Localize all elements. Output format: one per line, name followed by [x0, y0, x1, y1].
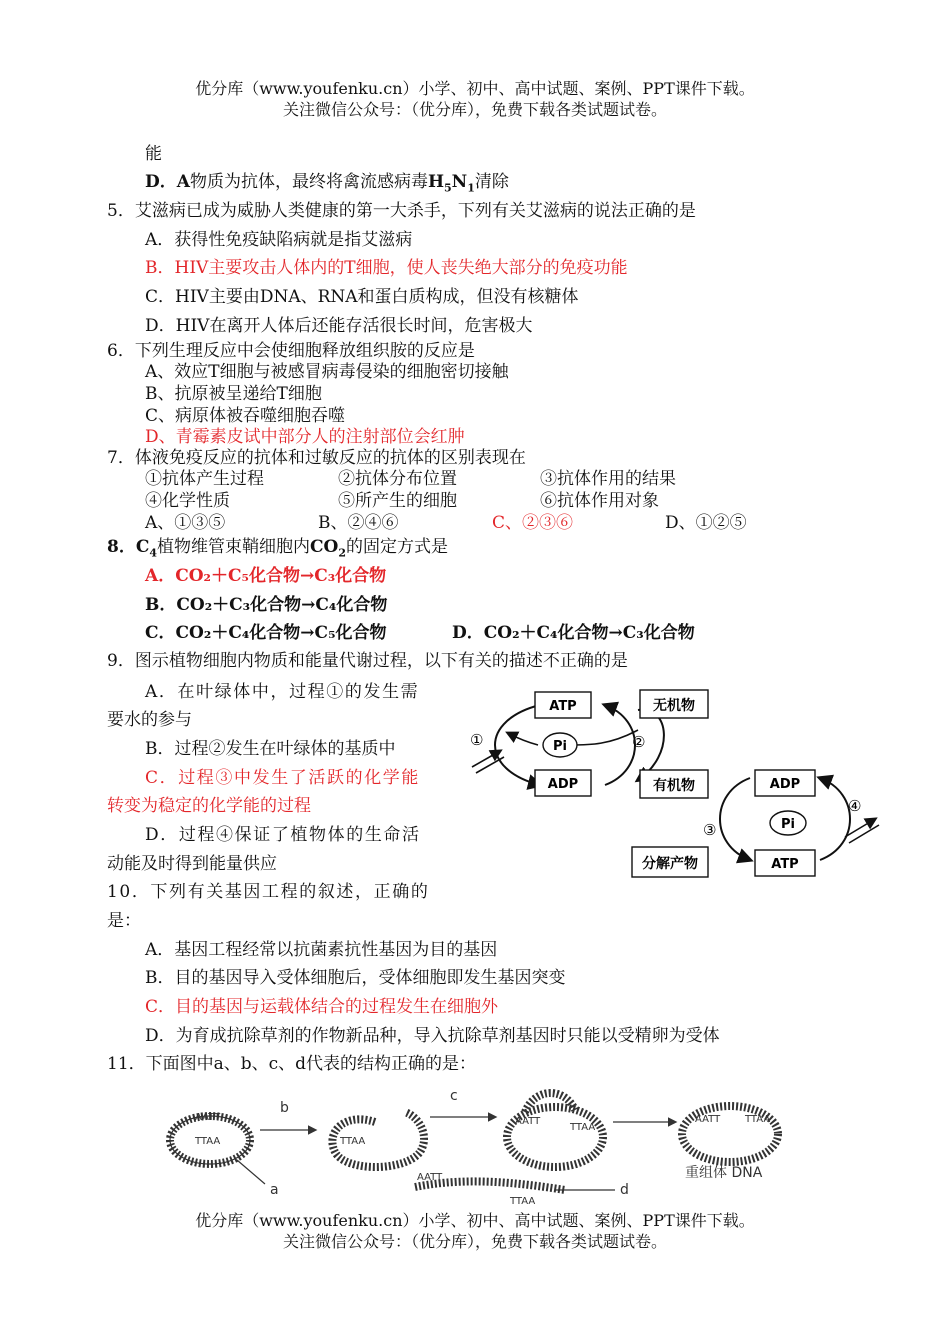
- recombinant-label: 重组体 DNA: [685, 1165, 763, 1181]
- q8-option-c: C．CO₂＋C₄化合物→C₅化合物: [145, 623, 387, 643]
- atp-label-right: ATP: [771, 857, 799, 872]
- q9-option-d-line2: 动能及时得到能量供应: [107, 854, 277, 874]
- cycle-1-left-arc: [495, 705, 540, 785]
- products-label: 分解产物: [642, 856, 698, 872]
- plasmid-1-seq-bottom: TTAA: [195, 1136, 221, 1147]
- header-line-2: 关注微信公众号：（优分库），免费下载各类试题试卷。: [282, 100, 667, 119]
- q7-option-a: A、①③⑤: [145, 513, 226, 533]
- process-4-label: ④: [848, 797, 862, 815]
- pi-label-right: Pi: [781, 817, 795, 832]
- footer-line-2: 关注微信公众号：（优分库），免费下载各类试题试卷。: [282, 1232, 667, 1251]
- q6-option-b: B、抗原被呈递给T细胞: [145, 384, 322, 404]
- q5-option-b: B．HIV主要攻击人体内的T细胞，使人丧失绝大部分的免疫功能: [145, 258, 628, 278]
- input-arrow-1: [472, 751, 500, 767]
- q8-option-d: D．CO₂＋C₄化合物→C₃化合物: [452, 623, 695, 643]
- atp-label-left: ATP: [549, 699, 577, 714]
- q5-stem: 5．艾滋病已成为威胁人类健康的第一大杀手，下列有关艾滋病的说法正确的是: [107, 201, 696, 221]
- q7-option-c: C、②③⑥: [492, 513, 574, 533]
- fragment-seq-right: TTAA: [510, 1196, 536, 1207]
- q5-option-a: A．获得性免疫缺陷病就是指艾滋病: [145, 230, 413, 250]
- q9-stem: 9．图示植物细胞内物质和能量代谢过程，以下有关的描述不正确的是: [107, 651, 628, 671]
- label-b: b: [280, 1100, 289, 1116]
- q11-stem: 11．下面图中a、b、c、d代表的结构正确的是：: [107, 1054, 477, 1074]
- q7-item-2: ②抗体分布位置: [338, 469, 457, 489]
- q8-option-b: B．CO₂＋C₃化合物→C₄化合物: [145, 595, 388, 615]
- q10-stem-line1: 10．下列有关基因工程的叙述，正确的: [107, 882, 430, 902]
- cycle-4-arc: [820, 778, 850, 860]
- q10-option-d: D．为育成抗除草剂的作物新品种，导入抗除草剂基因时只能以受精卵为受体: [145, 1026, 720, 1046]
- pointer-a: [237, 1160, 265, 1184]
- pi-link-1: [570, 730, 638, 745]
- q9-option-b: B．过程②发生在叶绿体的基质中: [145, 739, 396, 759]
- q8-option-a: A．CO₂＋C₅化合物→C₃化合物: [145, 566, 387, 586]
- q8-stem: 8．$C_4$植物维管束鞘细胞内$CO_2$的固定方式是: [107, 537, 449, 560]
- q7-option-b: B、②④⑥: [318, 513, 399, 533]
- fragment-seq-left: AATT: [417, 1172, 443, 1183]
- q7-option-d: D、①②⑤: [665, 513, 747, 533]
- adp-label-right: ADP: [769, 777, 801, 792]
- q10-option-c: C．目的基因与运载体结合的过程发生在细胞外: [145, 997, 499, 1017]
- cycle-3-arc: [720, 778, 750, 860]
- recombinant-dna-diagram: [165, 1082, 805, 1207]
- q7-item-3: ③抗体作用的结果: [540, 469, 676, 489]
- q4-continuation: 能: [145, 144, 162, 164]
- header-line-1: 优分库（www.youfenku.cn）小学、初中、高中试题、案例、PPT课件下载。: [195, 79, 755, 98]
- q6-stem: 6．下列生理反应中会使细胞释放组织胺的反应是: [107, 341, 475, 361]
- q9-option-c-line2: 转变为稳定的化学能的过程: [107, 796, 311, 816]
- plasmid-1-seq-top: AATT: [195, 1112, 221, 1123]
- q7-item-5: ⑤所产生的细胞: [338, 491, 457, 511]
- footer-line-1: 优分库（www.youfenku.cn）小学、初中、高中试题、案例、PPT课件下载。: [195, 1211, 755, 1230]
- q10-stem-line2: 是：: [107, 911, 141, 931]
- q4-option-d: D．A物质为抗体，最终将禽流感病毒$H_5N_1$清除: [145, 172, 509, 195]
- inorganic-label: 无机物: [653, 698, 695, 714]
- adp-label-left: ADP: [547, 777, 579, 792]
- plasmid-3-seq-right: TTAA: [570, 1122, 596, 1133]
- q6-option-d: D、青霉素皮试中部分人的注射部位会红肿: [145, 427, 465, 447]
- label-c: c: [450, 1088, 458, 1104]
- cycle-2-arc: [605, 705, 635, 785]
- q9-option-d-line1: D．过程④保证了植物体的生命活: [145, 825, 421, 845]
- q9-option-a-line1: A．在叶绿体中，过程①的发生需: [145, 682, 420, 702]
- process-1-label: ①: [470, 731, 484, 749]
- metabolism-diagram: [460, 675, 890, 890]
- input-arrow-2: [476, 757, 504, 773]
- plasmid-2-seq: TTAA: [340, 1136, 366, 1147]
- organic-label: 有机物: [653, 778, 695, 794]
- process-2-label: ②: [632, 733, 646, 751]
- label-a: a: [270, 1182, 279, 1198]
- q10-option-a: A．基因工程经常以抗菌素抗性基因为目的基因: [145, 940, 498, 960]
- q9-option-c-line1: C．过程③中发生了活跃的化学能: [145, 768, 421, 788]
- q7-item-4: ④化学性质: [145, 491, 230, 511]
- plasmid-4-seq-left: AATT: [695, 1114, 721, 1125]
- q10-option-b: B．目的基因导入受体细胞后，受体细胞即发生基因突变: [145, 968, 566, 988]
- q7-stem: 7．体液免疫反应的抗体和过敏反应的抗体的区别表现在: [107, 448, 526, 468]
- pi-link-2: [508, 733, 538, 745]
- q6-option-a: A、效应T细胞与被感冒病毒侵染的细胞密切接触: [145, 362, 509, 382]
- q6-option-c: C、病原体被吞噬细胞吞噬: [145, 406, 346, 426]
- q9-option-a-line2: 要水的参与: [107, 710, 192, 730]
- plasmid-3-seq-left: AATT: [515, 1116, 541, 1127]
- pi-label-left: Pi: [553, 739, 567, 754]
- q7-item-1: ①抗体产生过程: [145, 469, 264, 489]
- process-3-label: ③: [703, 821, 717, 839]
- output-arrow-2: [849, 825, 879, 843]
- plasmid-4-seq-right: TTAA: [745, 1114, 771, 1125]
- q7-item-6: ⑥抗体作用对象: [540, 491, 659, 511]
- q5-option-c: C．HIV主要由DNA、RNA和蛋白质构成，但没有核糖体: [145, 287, 579, 307]
- label-d: d: [620, 1182, 629, 1198]
- q5-option-d: D．HIV在离开人体后还能存活很长时间，危害极大: [145, 316, 533, 336]
